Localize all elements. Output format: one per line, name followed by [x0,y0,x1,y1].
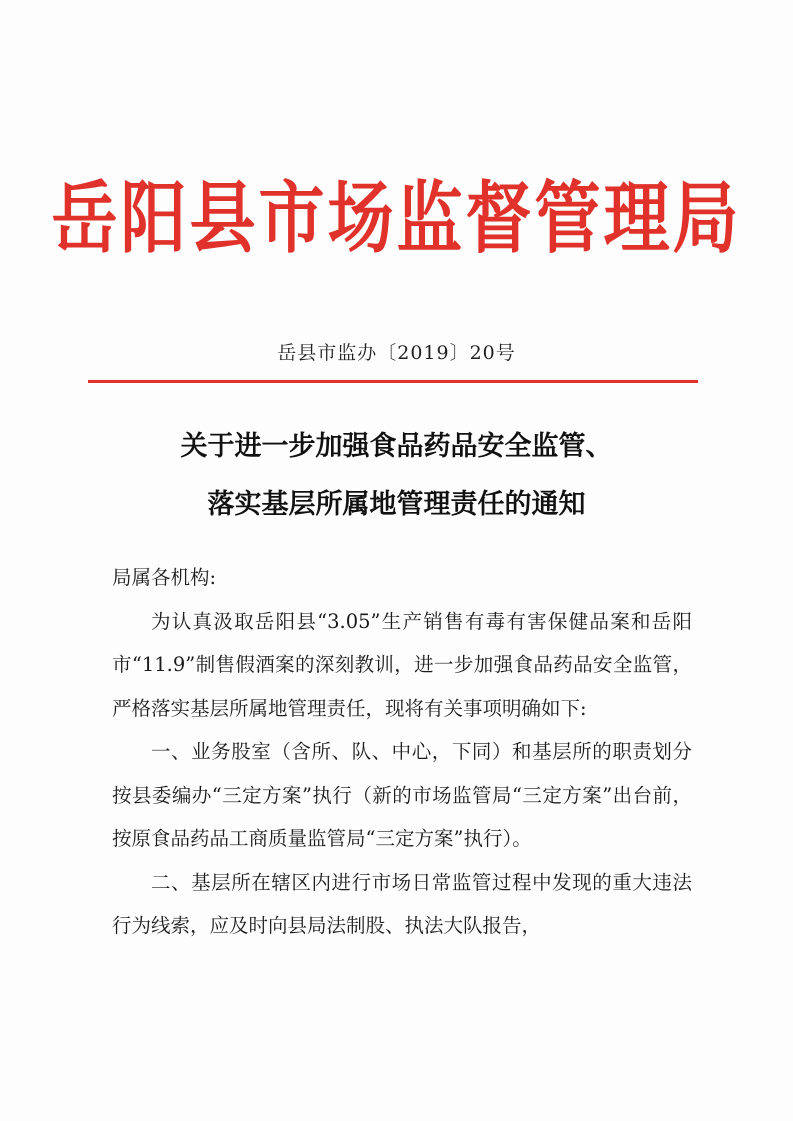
title-line-1: 关于进一步加强食品药品安全监管、 [180,431,613,462]
body-paragraph-item-2: 二、基层所在辖区内进行市场日常监管过程中发现的重大违法行为线索，应及时向县局法制股、执法大队报告， [112,870,692,937]
document-number: 岳县市监办〔2019〕20号 [277,342,516,364]
document-title [0,418,793,534]
agency-header: 岳阳县市场监督管理局 [51,171,742,265]
red-divider-line [88,380,698,383]
document-body [112,556,692,948]
salutation: 局属各机构: [112,566,217,589]
body-paragraph-item-1: 一、业务股室（含所、队、中心，下同）和基层所的职责划分按县委编办“三定方案”执行（新的市场监管局“三定方案”出台前，按原食品药品工商质量监管局“三定方案”执行）。 [112,740,692,850]
body-paragraph-intro: 为认真汲取岳阳县“3.05”生产销售有毒有害保健品案和岳阳市“11.9”制售假酒案的深刻教训，进一步加强食品药品安全监管，严格落实基层所属地管理责任，现将有关事项明确如下: [112,609,692,720]
title-line-2: 落实基层所属地管理责任的通知 [207,489,586,520]
